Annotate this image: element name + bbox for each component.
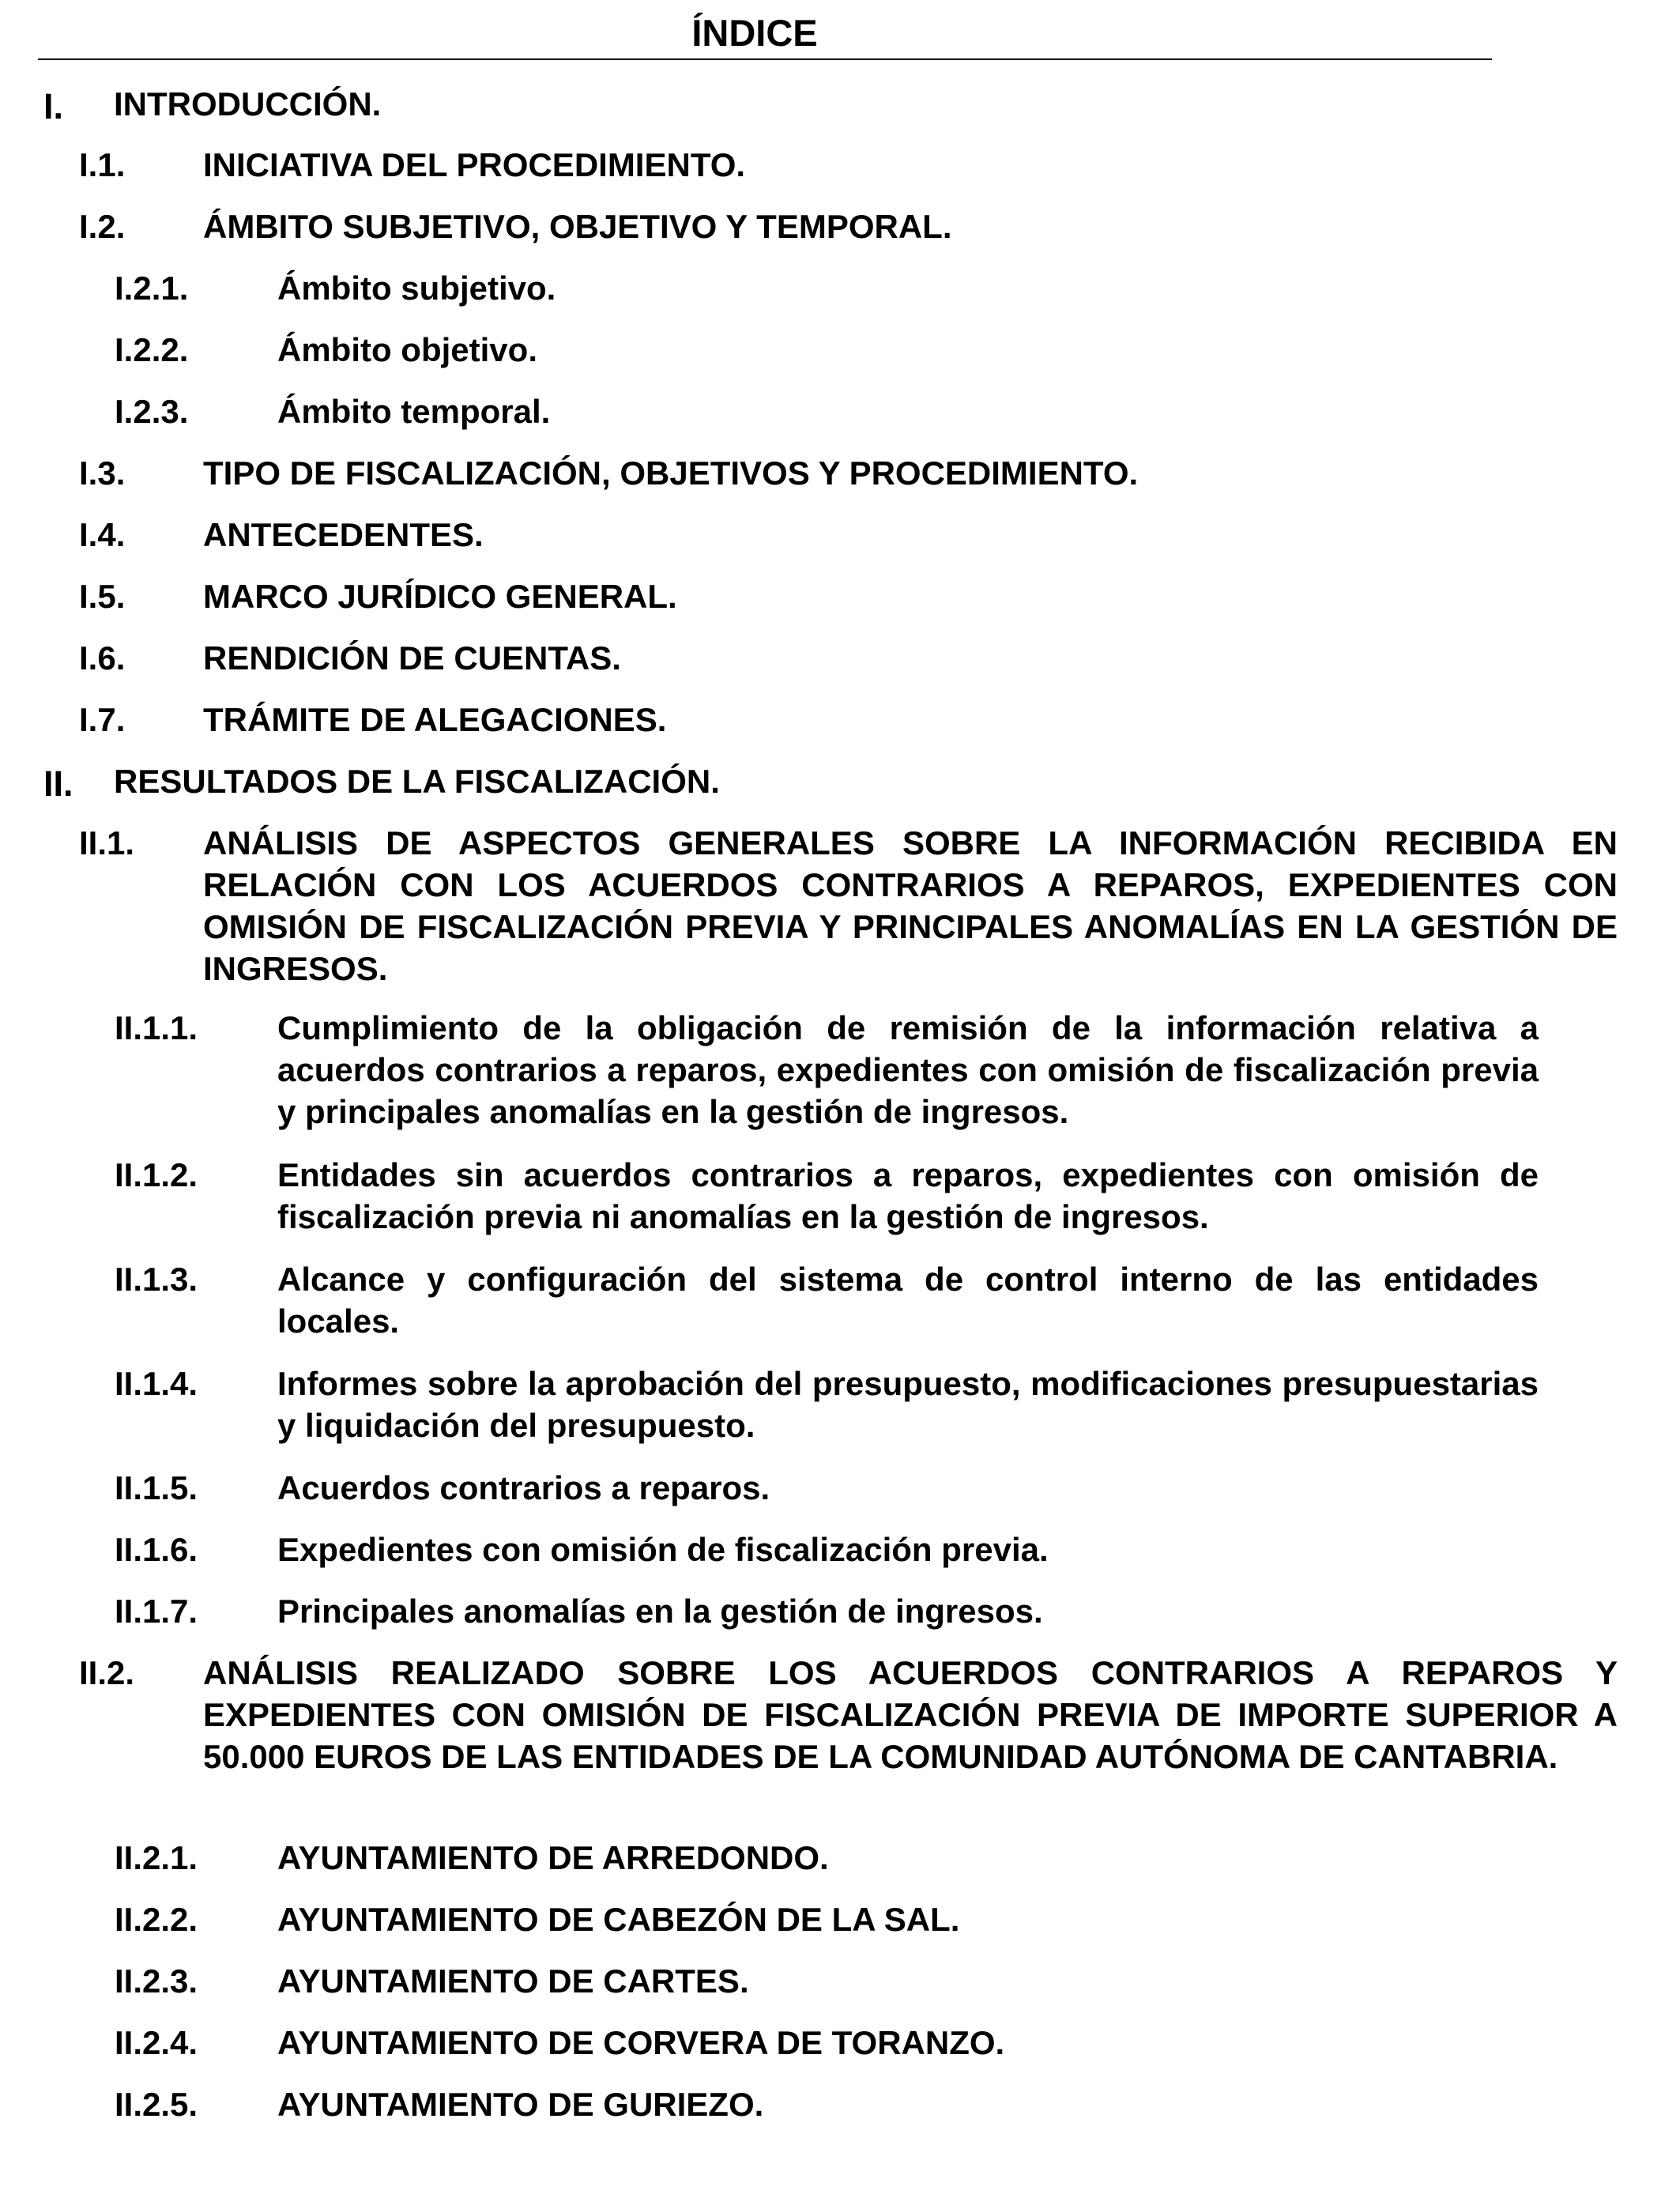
- toc-number: II.1.3.: [115, 1261, 198, 1298]
- toc-text: ÁMBITO SUBJETIVO, OBJETIVO Y TEMPORAL.: [203, 208, 952, 245]
- toc-number: II.2.: [79, 1654, 135, 1691]
- toc-number: I.: [43, 86, 64, 126]
- toc-number: II.2.1.: [115, 1839, 198, 1876]
- toc-text: RENDICIÓN DE CUENTAS.: [203, 639, 621, 677]
- page-title: ÍNDICE: [691, 12, 818, 54]
- toc-text: Principales anomalías en la gestión de ingresos.: [277, 1593, 1043, 1630]
- toc-number: II.1.4.: [115, 1365, 198, 1402]
- toc-number: II.2.3.: [115, 1962, 198, 2000]
- toc-number: I.5.: [79, 578, 126, 615]
- toc-text: ANÁLISIS REALIZADO SOBRE LOS ACUERDOS CONTRARIOS A REPAROS Y EXPEDIENTES CON OMISIÓN DE FISCALIZACIÓN PREVIA DE IMPORTE SUPERIOR A 50.000 EUROS DE LAS ENTIDADES DE LA COMUNIDAD AUTÓNOMA DE CANTABRIA.: [203, 1654, 1618, 1775]
- toc-text: Expedientes con omisión de fiscalización previa.: [277, 1531, 1049, 1568]
- toc-text: ANÁLISIS DE ASPECTOS GENERALES SOBRE LA INFORMACIÓN RECIBIDA EN RELACIÓN CON LOS ACUERDOS CONTRARIOS A REPAROS, EXPEDIENTES CON OMISIÓN DE FISCALIZACIÓN PREVIA Y PRINCIPALES ANOMALÍAS EN LA GESTIÓN DE INGRESOS.: [203, 824, 1618, 987]
- toc-number: I.7.: [79, 701, 126, 738]
- toc-text: AYUNTAMIENTO DE CORVERA DE TORANZO.: [277, 2024, 1005, 2061]
- toc-number: I.2.: [79, 208, 126, 245]
- toc-text: Entidades sin acuerdos contrarios a reparos, expedientes con omisión de fiscalización previa ni anomalías en la gestión de ingresos.: [277, 1156, 1539, 1235]
- toc-text: Cumplimiento de la obligación de remisión de la información relativa a acuerdos contrarios a reparos, expedientes con omisión de fiscalización previa y principales anomalías en la gestión de ingresos.: [277, 1009, 1539, 1130]
- toc-text: AYUNTAMIENTO DE ARREDONDO.: [277, 1839, 829, 1876]
- toc-text: RESULTADOS DE LA FISCALIZACIÓN.: [114, 763, 720, 800]
- toc-text: TRÁMITE DE ALEGACIONES.: [203, 701, 667, 738]
- toc-text: AYUNTAMIENTO DE CARTES.: [277, 1962, 749, 2000]
- toc-number: II.1.7.: [115, 1593, 198, 1630]
- toc-text: ANTECEDENTES.: [203, 516, 484, 553]
- toc-text: AYUNTAMIENTO DE CABEZÓN DE LA SAL.: [277, 1901, 960, 1938]
- toc-text: INICIATIVA DEL PROCEDIMIENTO.: [203, 146, 746, 183]
- toc-number: II.1.: [79, 824, 135, 861]
- toc-number: II.2.4.: [115, 2024, 198, 2061]
- toc-number: I.4.: [79, 516, 126, 553]
- toc-text: INTRODUCCIÓN.: [114, 85, 382, 123]
- toc-number: I.3.: [79, 454, 126, 492]
- title-underline: [38, 58, 1492, 60]
- toc-text: Ámbito subjetivo.: [277, 270, 556, 307]
- toc-number: I.2.3.: [115, 393, 189, 430]
- toc-text: Alcance y configuración del sistema de control interno de las entidades locales.: [277, 1261, 1539, 1340]
- toc-text: AYUNTAMIENTO DE GURIEZO.: [277, 2086, 764, 2123]
- toc-number: I.1.: [79, 146, 126, 183]
- toc-text: Ámbito objetivo.: [277, 331, 537, 368]
- toc-number: I.2.1.: [115, 270, 189, 307]
- toc-number: II.1.6.: [115, 1531, 198, 1568]
- toc-number: II.2.5.: [115, 2086, 198, 2123]
- toc-number: II.: [43, 763, 73, 804]
- toc-number: II.1.2.: [115, 1156, 198, 1193]
- toc-text: Informes sobre la aprobación del presupuesto, modificaciones presupuestarias y liquidación del presupuesto.: [277, 1365, 1539, 1444]
- toc-text: Acuerdos contrarios a reparos.: [277, 1469, 770, 1506]
- toc-text: MARCO JURÍDICO GENERAL.: [203, 578, 677, 615]
- toc-number: II.1.5.: [115, 1469, 198, 1506]
- toc-number: I.2.2.: [115, 331, 189, 368]
- toc-number: II.1.1.: [115, 1009, 198, 1046]
- toc-text: TIPO DE FISCALIZACIÓN, OBJETIVOS Y PROCEDIMIENTO.: [203, 454, 1139, 492]
- toc-text: Ámbito temporal.: [277, 393, 551, 430]
- toc-number: II.2.2.: [115, 1901, 198, 1938]
- toc-number: I.6.: [79, 639, 126, 677]
